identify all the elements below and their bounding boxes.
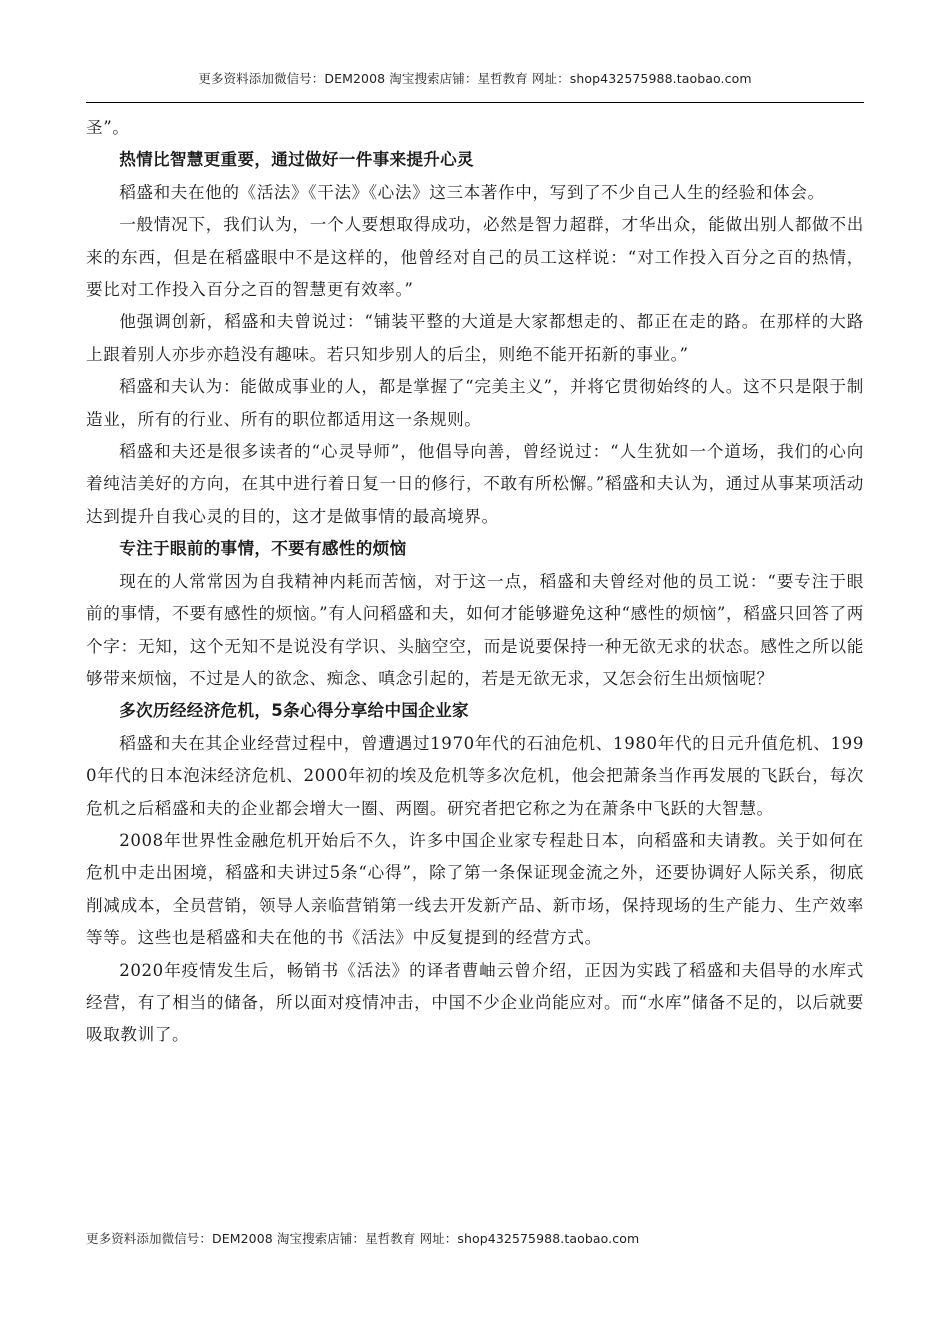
section-heading-crisis: 多次历经经济危机，5条心得分享给中国企业家 [119, 701, 469, 721]
paragraph-continuation: 圣”。 [86, 118, 130, 137]
paragraph: 一般情况下，我们认为，一个人要想取得成功，必然是智力超群，才华出众，能做出别人都做不出来的东西，但是在稻盛眼中不是这样的，他曾经对自己的员工这样说：“对工作投入百分之百的热情，要比对工作投入百分之百的智慧更有效率。” [86, 215, 864, 300]
paragraph: 现在的人常常因为自我精神内耗而苦恼，对于这一点，稻盛和夫曾经对他的员工说：“要专注于眼前的事情，不要有感性的烦恼。”有人问稻盛和夫，如何才能够避免这种“感性的烦恼”，稻盛只回答了两个字：无知，这个无知不是说没有学识、头脑空空，而是说要保持一种无欲无求的状态。感性之所以能够带来烦恼，不过是人的欲念、痴念、嗔念引起的，若是无欲无求，又怎会衍生出烦恼呢？ [86, 571, 864, 688]
paragraph: 稻盛和夫在他的《活法》《干法》《心法》这三本著作中，写到了不少自己人生的经验和体会。 [119, 182, 825, 202]
paragraph: 2020年疫情发生后，畅销书《活法》的译者曹岫云曾介绍，正因为实践了稻盛和夫倡导的水库式经营，有了相当的储备，所以面对疫情冲击，中国不少企业尚能应对。而“水库”储备不足的，以后就要吸取教训了。 [86, 960, 864, 1045]
page-footer: 更多资料添加微信号：DEM2008 淘宝搜索店铺：星哲教育 网址：shop432575988.taobao.com [86, 1231, 640, 1246]
paragraph: 稻盛和夫认为：能做成事业的人，都是掌握了“完美主义”，并将它贯彻始终的人。这不只是限于制造业，所有的行业、所有的职位都适用这一条规则。 [86, 377, 864, 429]
header-divider [86, 102, 864, 103]
paragraph: 稻盛和夫还是很多读者的“心灵导师”，他倡导向善，曾经说过：“人生犹如一个道场，我们的心向着纯洁美好的方向，在其中进行着日复一日的修行，不敢有所松懈。”稻盛和夫认为，通过从事某项活动达到提升自我心灵的目的，这才是做事情的最高境界。 [86, 442, 864, 526]
paragraph: 2008年世界性金融危机开始后不久，许多中国企业家专程赴日本，向稻盛和夫请教。关于如何在危机中走出困境，稻盛和夫讲过5条“心得”，除了第一条保证现金流之外，还要协调好人际关系，彻底削减成本，全员营销，领导人亲临营销第一线去开发新产品、新市场，保持现场的生产能力、生产效率等等。这些也是稻盛和夫在他的书《活法》中反复提到的经营方式。 [86, 830, 864, 948]
section-heading-focus: 专注于眼前的事情，不要有感性的烦恼 [119, 539, 407, 559]
article-body [86, 112, 864, 1052]
paragraph: 他强调创新，稻盛和夫曾说过：“铺装平整的大道是大家都想走的、都正在走的路。在那样的大路上跟着别人亦步亦趋没有趣味。若只知步别人的后尘，则绝不能开拓新的事业。” [86, 312, 864, 364]
section-heading-passion: 热情比智慧更重要，通过做好一件事来提升心灵 [119, 150, 474, 170]
paragraph: 稻盛和夫在其企业经营过程中，曾遭遇过1970年代的石油危机、1980年代的日元升值危机、1990年代的日本泡沫经济危机、2000年初的埃及危机等多次危机，他会把萧条当作再发展的飞跃台，每次危机之后稻盛和夫的企业都会增大一圈、两圈。研究者把它称之为在萧条中飞跃的大智慧。 [86, 733, 864, 818]
page-header: 更多资料添加微信号：DEM2008 淘宝搜索店铺：星哲教育 网址：shop432575988.taobao.com [198, 71, 752, 86]
